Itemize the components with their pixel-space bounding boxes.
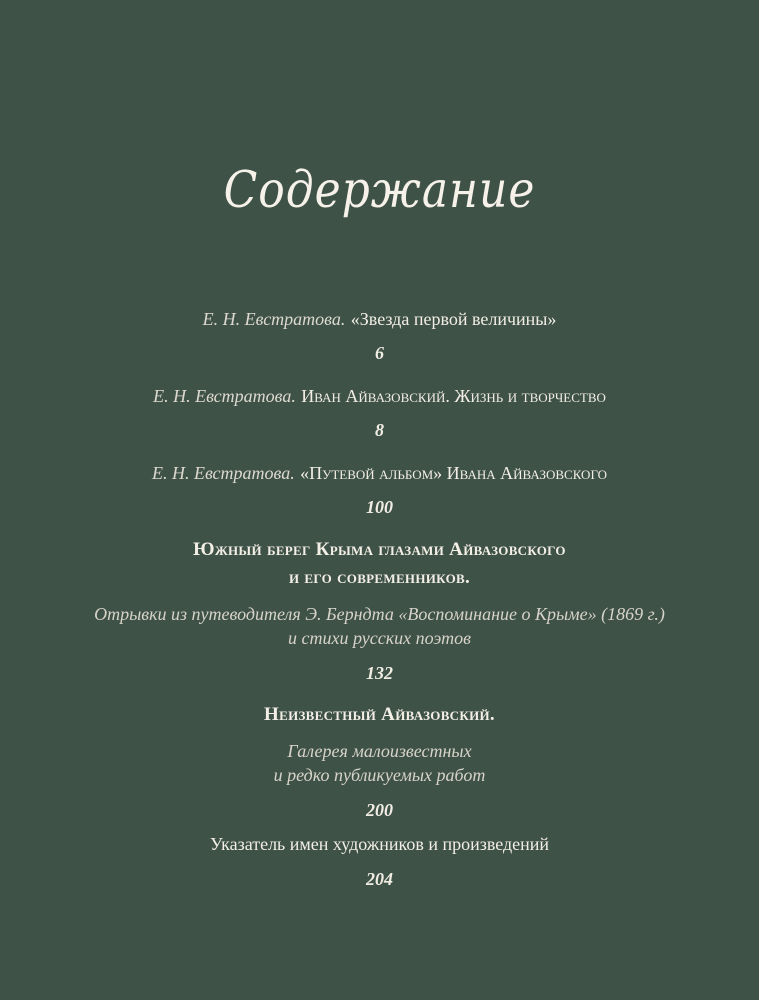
toc-entry-1[interactable] xyxy=(0,308,759,331)
toc-entry-3-page: 100 xyxy=(366,497,393,517)
toc-entry-3[interactable] xyxy=(0,462,759,485)
toc-entry-6-page: 204 xyxy=(366,869,393,889)
toc-entry-title: Иван Айвазовский. Жизнь и творчество xyxy=(301,386,606,406)
toc-entry-4-sub-line2: и стихи русских поэтов xyxy=(288,628,471,648)
toc-entry-author: Е. Н. Евстратова. xyxy=(202,309,346,329)
toc-entry-4-sub-line1: Отрывки из путеводителя Э. Берндта «Воспоминание о Крыме» (1869 г.) xyxy=(94,604,665,624)
toc-entry-2[interactable] xyxy=(0,385,759,408)
toc-entry-5-heading[interactable]: Неизвестный Айвазовский. xyxy=(264,704,495,725)
toc-entry-5-sub-line2: и редко публикуемых работ xyxy=(273,765,486,785)
toc-entry-title: «Путевой альбом» Ивана Айвазовского xyxy=(300,463,608,483)
page-title: Содержание xyxy=(223,161,536,220)
toc-entry-4-heading-line1[interactable]: Южный берег Крыма глазами Айвазовского xyxy=(193,539,566,560)
toc-entry-4-heading-line2[interactable]: и его современников. xyxy=(288,567,471,588)
toc-entry-4-page: 132 xyxy=(366,663,393,683)
toc-entry-author: Е. Н. Евстратова. xyxy=(151,463,295,483)
toc-entry-5-page: 200 xyxy=(366,800,393,820)
toc-entry-author: Е. Н. Евстратова. xyxy=(153,386,296,406)
toc-entry-2-page: 8 xyxy=(375,420,384,440)
toc-entry-1-page: 6 xyxy=(375,343,384,363)
toc-entry-5-sub-line1: Галерея малоизвестных xyxy=(287,741,472,761)
toc-entry-title: «Звезда первой величины» xyxy=(350,309,557,329)
toc-entry-6[interactable]: Указатель имен художников и произведений xyxy=(209,834,550,854)
